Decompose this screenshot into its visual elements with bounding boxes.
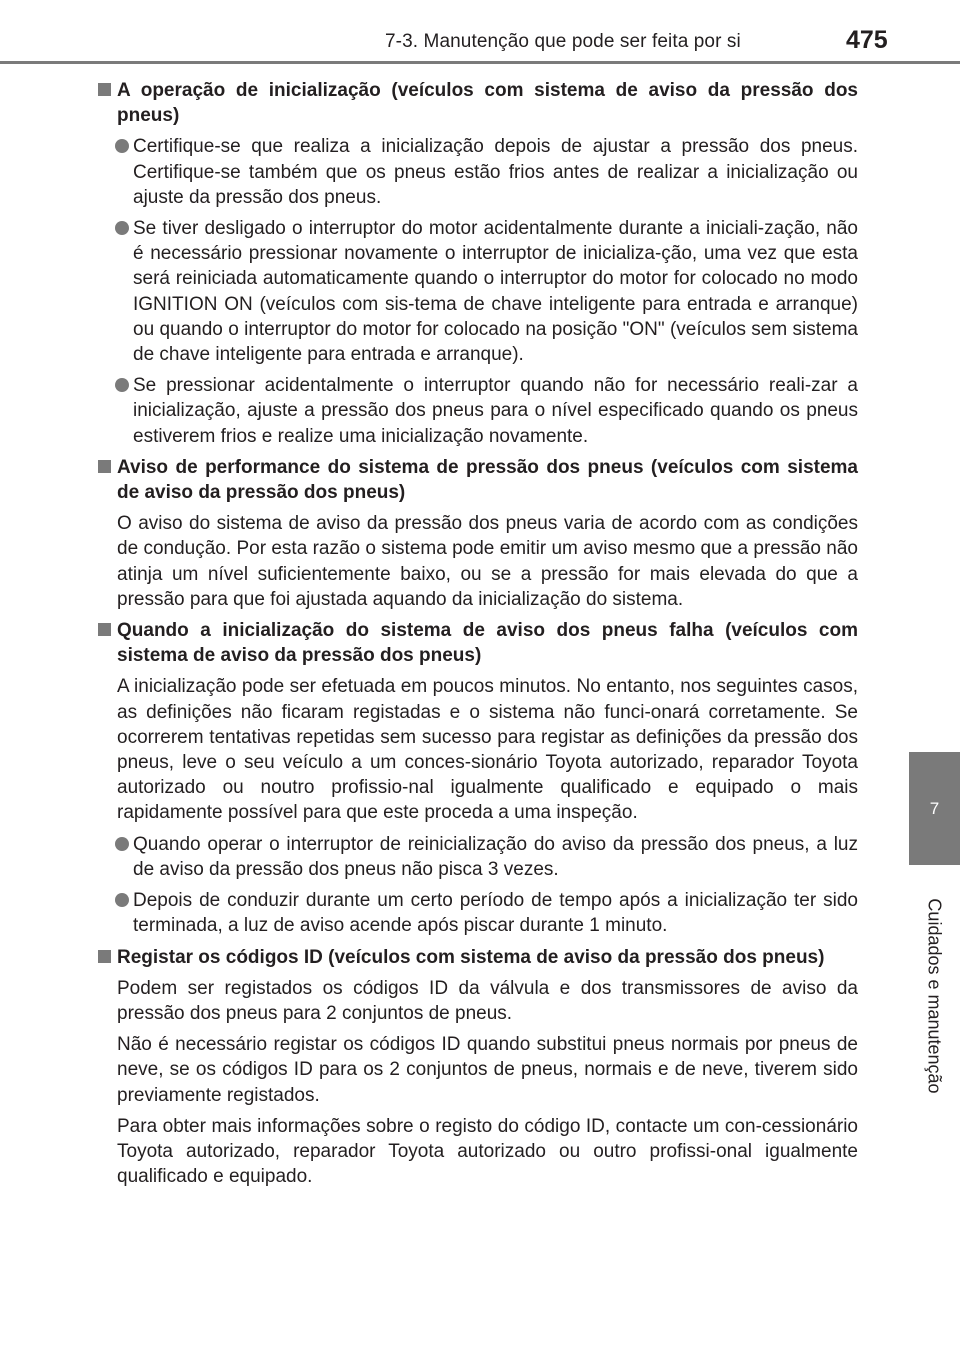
section-heading: A operação de inicialização (veículos com sistema de aviso da pressão dos pneus) <box>96 78 858 128</box>
paragraph: Não é necessário registar os códigos ID quando substitui pneus normais por pneus de neve, se os códigos ID para os 2 conjuntos de pneus, normais e de neve, tiverem sido previamente registados. <box>117 1034 858 1106</box>
section-heading: Quando a inicialização do sistema de aviso dos pneus falha (veículos com sistema de aviso da pressão dos pneus) <box>96 618 858 668</box>
chapter-tab <box>909 752 960 865</box>
circle-bullet-icon <box>115 837 129 851</box>
chapter-number: 7 <box>929 798 940 818</box>
circle-bullet-icon <box>115 378 129 392</box>
section-heading: Registar os códigos ID (veículos com sistema de aviso da pressão dos pneus) <box>96 945 858 970</box>
square-bullet-icon <box>98 83 111 96</box>
list-item: Se pressionar acidentalmente o interruptor quando não for necessário reali-zar a inicialização, ajuste a pressão dos pneus para o nível especificado quando os pneus estiverem frios e realize uma inicialização novamente. <box>96 373 858 449</box>
section-register-id-codes <box>96 945 858 1190</box>
page-number: 475 <box>846 26 888 54</box>
list-item: Depois de conduzir durante um certo período de tempo após a inicialização ter sido terminada, a luz de aviso acende após piscar durante 1 minuto. <box>96 888 858 938</box>
chapter-label-text: Cuidados e manutenção <box>924 898 945 1094</box>
page-content <box>96 78 858 1195</box>
paragraph: Podem ser registados os códigos ID da válvula e dos transmissores de aviso da pressão dos pneus para 2 conjuntos de pneus. <box>117 977 858 1024</box>
list-item: Se tiver desligado o interruptor do motor acidentalmente durante a iniciali-zação, não é necessário pressionar novamente o interruptor de inicializa-ção, uma vez que esta será reiniciada automaticamente quando o interruptor do motor for colocado no modo IGNITION ON (veículos com sis-tema de chave inteligente para entrada e arranque) ou quando o interruptor do motor for colocado na posição "ON" (veículos sem sistema de chave inteligente para entrada e arranque). <box>96 216 858 367</box>
header-divider <box>0 61 960 64</box>
section-initialization <box>96 78 858 449</box>
circle-bullet-icon <box>115 139 129 153</box>
square-bullet-icon <box>98 623 111 636</box>
section-title: 7-3. Manutenção que pode ser feita por si <box>385 31 741 52</box>
section-heading: Aviso de performance do sistema de pressão dos pneus (veículos com sistema de aviso da pressão dos pneus) <box>96 455 858 505</box>
paragraph: A inicialização pode ser efetuada em poucos minutos. No entanto, nos seguintes casos, as definições não ficaram registadas e o sistema não funci-onará corretamente. Se ocorrerem tentativas repetidas sem sucesso para registar as definições da pressão dos pneus, leve o seu veículo a um conces-sionário Toyota autorizado, reparador Toyota autorizado ou noutro profissio-nal igualmente qualificado e equipado o mais rapidamente possível para que este proceda a uma inspeção. <box>117 676 858 824</box>
square-bullet-icon <box>98 950 111 963</box>
paragraph: O aviso do sistema de aviso da pressão dos pneus varia de acordo com as condições de condução. Por esta razão o sistema pode emitir um aviso mesmo que a pressão não atinja um nível suficientemente baixo, ou se a pressão for mais elevada do que a pressão para que foi ajustada aquando da inicialização do sistema. <box>117 513 858 610</box>
circle-bullet-icon <box>115 893 129 907</box>
circle-bullet-icon <box>115 221 129 235</box>
section-performance-warning <box>96 455 858 612</box>
square-bullet-icon <box>98 460 111 473</box>
list-item: Quando operar o interruptor de reinicialização do aviso da pressão dos pneus, a luz de aviso da pressão dos pneus não pisca 3 vezes. <box>96 832 858 882</box>
section-initialization-failure <box>96 618 858 938</box>
paragraph: Para obter mais informações sobre o registo do código ID, contacte um con-cessionário Toyota autorizado, reparador Toyota autorizado ou outro profissi-onal igualmente qualificado e equipado. <box>117 1115 858 1188</box>
page-header <box>0 0 960 64</box>
list-item: Certifique-se que realiza a inicialização depois de ajustar a pressão dos pneus. Certifique-se também que os pneus estão frios antes de realizar a inicialização ou ajuste da pressão dos pneus. <box>96 134 858 210</box>
